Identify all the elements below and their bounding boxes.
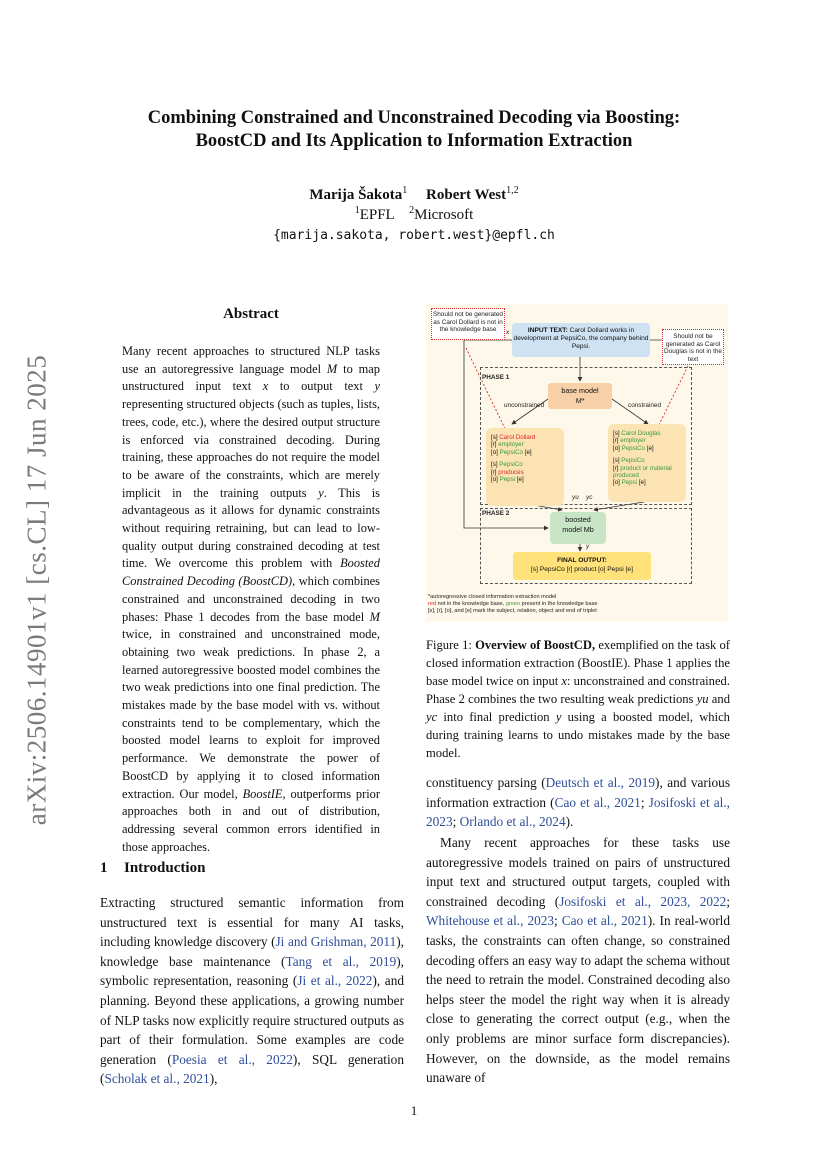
final-output-box: FINAL OUTPUT: [s] PepsiCo [r] product [o] Pepsi [e] [513, 552, 651, 580]
citation-link[interactable]: Orlando et al., 2024 [459, 814, 566, 830]
constrained-prediction: [s] Carol Douglas [r] employer [o] PepsiCo [e] [s] PepsiCo [r] product or material produced [o] Pepsi [e] [608, 424, 686, 502]
author-list: Marija Šakota$^1$ Robert West$^{1,2}$ [309, 185, 519, 203]
page-number: 1 [410, 1103, 418, 1118]
section-heading-introduction: 1 Introduction [100, 860, 206, 876]
right-paragraph-1: constituency parsing (Deutsch et al., 2019), and various information extraction (Cao et al., 2021; Josifoski et al., 2023; Orlando et al., 2024). [426, 775, 731, 830]
citation-link[interactable]: Josifoski et al., 2023 [426, 794, 731, 830]
figure-legend: *autoregressive closed information extraction model red not in the knowledge base, green present in the knowledge base [s], [r], [o], and [e] mark the subject, relation, object and end of triplet [428, 594, 598, 614]
note-not-in-kb: Should not be generated as Carol Dollard is not in the knowledge base [431, 308, 505, 340]
title-line-1: Combining Constrained and Unconstrained Decoding via Boosting: [147, 108, 681, 128]
title-line-2: BoostCD and Its Application to Information Extraction [195, 131, 633, 151]
boosted-model-box: boosted model Mb [550, 512, 606, 544]
citation-link[interactable]: Cao et al., 2021 [554, 794, 641, 810]
citation-link[interactable]: Ji et al., 2022 [297, 973, 373, 989]
author-email: {marija.sakota, robert.west}@epfl.ch [273, 228, 555, 243]
citation-link[interactable]: Tang et al., 2019 [285, 953, 397, 969]
citation-link[interactable]: Cao et al., 2021 [561, 913, 648, 929]
author-1: Marija Šakota [309, 187, 403, 203]
phase1-label: PHASE 1 [482, 374, 510, 381]
affiliations: $^1$EPFL $^2$Microsoft [354, 205, 474, 223]
citation-link[interactable]: Josifoski et al., 2023, 2022 [559, 893, 727, 909]
phase2-label: PHASE 2 [482, 510, 510, 517]
figure-boostcd-overview: Should not be generated as Carol Dollard is not in the knowledge base Should not be generated as Carol Douglas is not in the text x INPUT TEXT: Carol Dollard works in development at PepsiCo, the company behind Pepsi. PHASE 1 base model M* unconstrained constrained [s] Carol Dollard [r] employer [o] PepsiCo [e] [s] PepsiCo [r] produces [o] Pepsi [e] [s] Carol Douglas [r] employer [o] PepsiCo [e] [s] PepsiCo [r] product or material produced [o] Pepsi [e] yu yc PHASE 2 boosted model Mb y FINAL OUTPUT: [s] PepsiCo [r] product [o] Pepsi [e] *autoregressive closed information extraction model red not in the knowledge base, green present in the knowledge base [s], [r], [o], and [e] mark the subject, relation, object and end of triplet [426, 304, 728, 622]
intro-paragraph: Extracting structured semantic information from unstructured text is essential for many AI tasks, including knowledge discovery (Ji and Grishman, 2011), knowledge base maintenance (Tang et al., 2019), symbolic representation, reasoning (Ji et al., 2022), and planning. Beyond these applications, a growing number of NLP tasks now explicitly require structured outputs as part of their formulation. Some examples are code generation (Poesia et al., 2022), SQL generation (Scholak et al., 2021), [100, 895, 404, 1087]
citation-link[interactable]: Deutsch et al., 2019 [545, 775, 656, 790]
citation-link[interactable]: Scholak et al., 2021 [104, 1071, 210, 1087]
right-paragraph-2: Many recent approaches for these tasks use autoregressive models trained on pairs of unstructured input text and structured output targets, coupled with constrained decoding (Josifoski et al., 2023, 2022; Whitehouse et al., 2023; Cao et al., 2021). In real-world tasks, the constraints can often change, so constrained decoding offers an easy way to adapt the schema without the need to retrain the model. Constrained decoding also helps steer the model the right way when it is already close to generating the correct output (e.g., when the only problems are minor surface form discrepancies). However, on the downside, as the model remains unaware of [426, 835, 731, 1086]
paper-title [100, 107, 728, 153]
base-model-box: base model M* [548, 383, 612, 409]
figure-caption: Figure 1: Overview of BoostCD, exemplified on the task of closed information extraction (BoostIE). Phase 1 applies the base model twice on input x: unconstrained and constrained. Phase 2 combines the two resulting weak predictions yu and yc into final prediction y using a boosted model, which during training learns to undo mistakes made by the base model. [426, 638, 730, 760]
citation-link[interactable]: Whitehouse et al., 2023 [426, 913, 555, 929]
arxiv-stamp: arXiv:2506.14901v1 [cs.CL] 17 Jun 2025 [21, 354, 52, 826]
abstract-body: Many recent approaches to structured NLP tasks use an autoregressive language model M to map unstructured input text x to output text y representing structured objects (such as tuples, lists, trees, code, etc.), where the desired output structure is enforced via constrained decoding. During training, these approaches do not require the model to be aware of the constraints, which are merely implicit in the training outputs y. This is advantageous as it allows for dynamic constraints without requiring retraining, but can lead to low-quality output during constrained decoding at test time. We overcome this problem with Boosted Constrained Decoding (BoostCD), which combines constrained and unconstrained decoding in two phases: Phase 1 decodes from the base model M twice, in constrained and unconstrained mode, obtaining two weak predictions. In phase 2, a learned autoregressive boosted model combines the two weak predictions into one final prediction. The mistakes made by the base model with vs. without constraints tend to be complementary, which the boosted model learns to exploit for improved performance. We demonstrate the power of BoostCD by applying it to closed information extraction. Our model, BoostIE, outperforms prior approaches both in and out of distribution, addressing several common errors identified in those approaches. [122, 344, 381, 854]
unconstrained-prediction: [s] Carol Dollard [r] employer [o] PepsiCo [e] [s] PepsiCo [r] produces [o] Pepsi [e] [486, 428, 564, 506]
citation-link[interactable]: Ji and Grishman, 2011 [275, 934, 397, 950]
author-2: Robert West [426, 187, 507, 203]
note-not-in-text: Should not be generated as Carol Douglas is not in the text [662, 329, 724, 365]
input-text-box: INPUT TEXT: Carol Dollard works in development at PepsiCo, the company behind Pepsi. [512, 323, 650, 357]
abstract-heading: Abstract [223, 306, 279, 322]
citation-link[interactable]: Poesia et al., 2022 [171, 1051, 293, 1067]
